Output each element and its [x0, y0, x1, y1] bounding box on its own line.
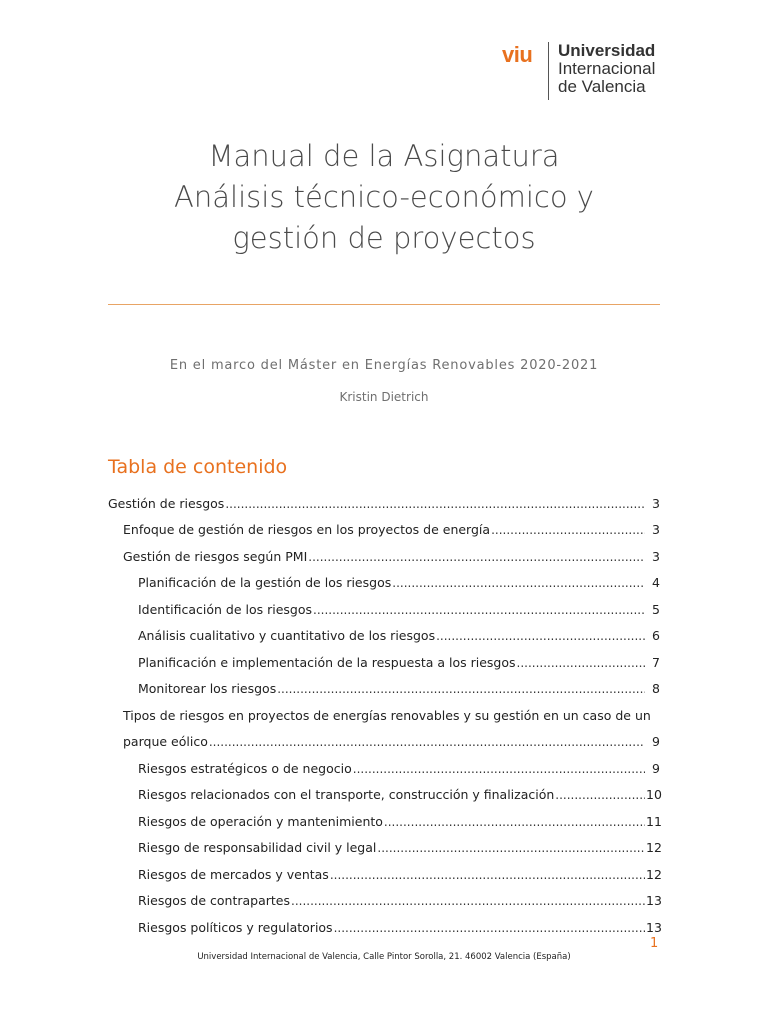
page-footer: Universidad Internacional de Valencia, Calle Pintor Sorolla, 21. 46002 Valencia (España): [197, 952, 571, 962]
document-title: [0, 136, 768, 259]
toc-entry-label: Análisis cualitativo y cuantitativo de los riesgos: [138, 628, 436, 643]
toc-entry-page: 3: [652, 522, 660, 537]
toc-entry-page: 10: [646, 787, 662, 802]
author: Kristin Dietrich: [339, 390, 429, 404]
toc-entry-label: Monitorear los riesgos: [138, 681, 277, 696]
toc-entry[interactable]: [108, 776, 660, 803]
toc-entry-page: 9: [652, 734, 660, 749]
toc-entry-label: Planificación de la gestión de los riesgos: [138, 575, 392, 590]
toc-entry[interactable]: [108, 829, 660, 856]
toc-entry-page: 5: [652, 601, 660, 617]
toc-entry-page: 3: [652, 548, 660, 564]
toc-entry[interactable]: [108, 882, 660, 909]
toc-entry-label: Riesgos de operación y mantenimiento: [138, 813, 383, 829]
toc-leader: [384, 815, 645, 829]
toc-leader: [225, 497, 645, 511]
toc-leader: [308, 550, 645, 564]
toc-entry-page: 7: [652, 654, 660, 670]
toc-entry-label: Riesgos de contrapartes: [138, 893, 291, 908]
toc-entry-page: 12: [646, 866, 662, 882]
title-line-1: Manual de la Asignatura: [208, 139, 560, 173]
toc-entry[interactable]: [108, 484, 660, 511]
toc-entry[interactable]: [108, 643, 660, 670]
toc-entry[interactable]: [108, 670, 660, 697]
toc-entry[interactable]: [108, 537, 660, 564]
toc-leader: [491, 523, 645, 537]
toc-entry-page: 12: [646, 840, 662, 855]
toc-entry-label: Enfoque de gestión de riesgos en los proyectos de energía: [123, 522, 491, 537]
toc-leader: [353, 762, 645, 776]
toc-leader: [277, 682, 645, 696]
toc-entry-page: 3: [652, 495, 660, 511]
logo-mark: viu: [502, 42, 533, 67]
toc-entry[interactable]: [108, 617, 660, 644]
toc-entry[interactable]: [108, 564, 660, 591]
toc-entry[interactable]: [108, 511, 660, 538]
toc-entry-label: Gestión de riesgos según PMI: [123, 548, 308, 564]
toc-heading: Tabla de contenido: [108, 456, 288, 478]
toc-leader: [377, 841, 645, 855]
toc-entry[interactable]: [108, 802, 660, 829]
toc-entry-label-line-2: parque eólico: [123, 734, 208, 749]
toc-entry[interactable]: [108, 749, 660, 776]
toc-entry-label: Riesgos políticos y regulatorios: [138, 919, 333, 935]
toc-entry[interactable]: [108, 908, 660, 935]
toc-entry-label: Identificación de los riesgos: [138, 601, 313, 617]
table-of-contents: [108, 484, 660, 935]
toc-entry[interactable]: [108, 590, 660, 617]
page-number: 1: [650, 936, 659, 951]
title-line-2: Análisis técnico-económico y: [174, 180, 594, 214]
toc-entry-page: 4: [652, 575, 660, 590]
toc-entry-label-line-1: Tipos de riesgos en proyectos de energías renovables y su gestión en un caso de un: [123, 707, 651, 723]
toc-entry-label: Planificación e implementación de la respuesta a los riesgos: [138, 654, 516, 670]
toc-entry-page: 8: [652, 681, 660, 696]
toc-leader: [313, 603, 645, 617]
logo-line-3: de Valencia: [558, 77, 646, 96]
logo-divider: [548, 42, 549, 100]
university-logo: [502, 40, 672, 104]
logo-text: [558, 42, 655, 96]
toc-leader: [330, 868, 645, 882]
toc-entry[interactable]: [108, 855, 660, 882]
toc-leader: [392, 576, 645, 590]
toc-leader: [517, 656, 645, 670]
toc-leader: [555, 788, 645, 802]
toc-entry-page: 13: [646, 893, 662, 908]
toc-entry-label: Gestión de riesgos: [108, 495, 225, 511]
toc-entry-label: Riesgos de mercados y ventas: [138, 866, 329, 882]
title-line-3: gestión de proyectos: [232, 221, 536, 255]
title-divider: [108, 304, 660, 305]
toc-entry-continuation: [123, 723, 660, 750]
toc-entry-label: Riesgos relacionados con el transporte, construcción y finalización: [138, 787, 555, 802]
toc-entry-page: 9: [652, 760, 660, 776]
toc-leader: [334, 921, 645, 935]
toc-leader: [436, 629, 645, 643]
toc-entry[interactable]: [108, 696, 660, 749]
subtitle: En el marco del Máster en Energías Renovables 2020-2021: [169, 358, 599, 373]
logo-line-1: Universidad: [558, 41, 656, 60]
toc-entry-page: 11: [646, 813, 662, 829]
toc-leader: [209, 735, 645, 749]
toc-entry-label: Riesgos estratégicos o de negocio: [138, 760, 352, 776]
toc-leader: [291, 894, 645, 908]
logo-line-2: Internacional: [558, 59, 656, 78]
toc-entry-page: 6: [652, 628, 660, 643]
toc-entry-label: Riesgo de responsabilidad civil y legal: [138, 840, 377, 855]
toc-entry-page: 13: [646, 919, 662, 935]
